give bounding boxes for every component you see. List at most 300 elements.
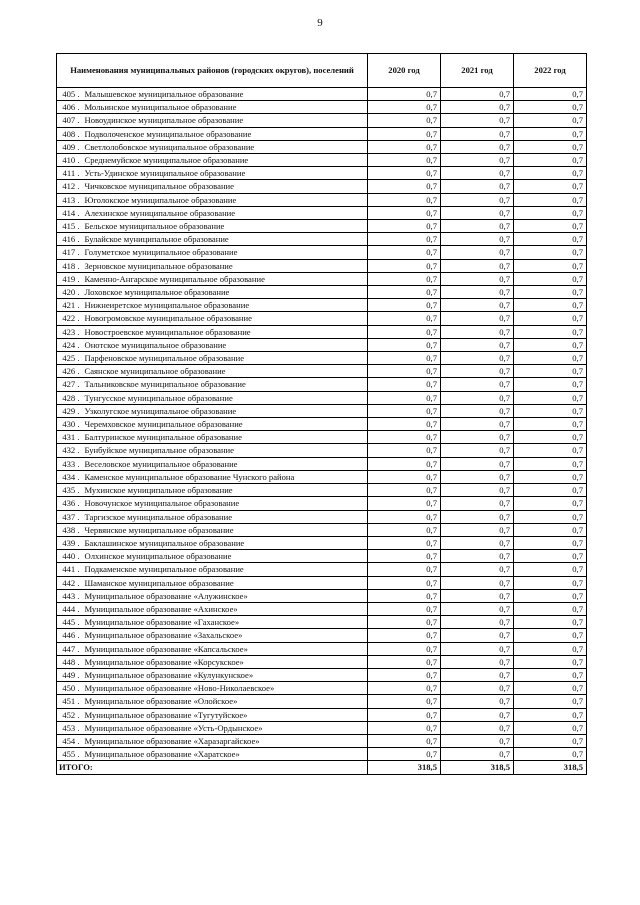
value-2021: 0,7 (441, 721, 514, 734)
table-row (57, 642, 587, 655)
value-2021: 0,7 (441, 523, 514, 536)
value-2022: 0,7 (514, 325, 587, 338)
row-name: Среднемуйское муниципальное образование (84, 154, 368, 167)
row-number: 426 . (57, 365, 84, 378)
row-name: Черемховское муниципальное образование (84, 418, 368, 431)
table-row (57, 180, 587, 193)
value-2021: 0,7 (441, 220, 514, 233)
value-2022: 0,7 (514, 404, 587, 417)
value-2022: 0,7 (514, 286, 587, 299)
value-2022: 0,7 (514, 497, 587, 510)
row-number: 434 . (57, 470, 84, 483)
row-name: Шаманское муниципальное образование (84, 576, 368, 589)
row-name: Муниципальное образование «Харазаргайское» (84, 734, 368, 747)
total-2020: 318,5 (368, 761, 441, 774)
table-row (57, 365, 587, 378)
value-2022: 0,7 (514, 642, 587, 655)
row-name: Онотское муниципальное образование (84, 338, 368, 351)
row-name: Новогромовское муниципальное образование (84, 312, 368, 325)
table-row (57, 299, 587, 312)
row-number: 408 . (57, 127, 84, 140)
value-2022: 0,7 (514, 391, 587, 404)
value-2021: 0,7 (441, 576, 514, 589)
row-number: 419 . (57, 272, 84, 285)
value-2022: 0,7 (514, 721, 587, 734)
table-row (57, 523, 587, 536)
table-row (57, 484, 587, 497)
table-row (57, 259, 587, 272)
value-2020: 0,7 (368, 338, 441, 351)
value-2020: 0,7 (368, 325, 441, 338)
value-2020: 0,7 (368, 668, 441, 681)
value-2022: 0,7 (514, 682, 587, 695)
row-number: 410 . (57, 154, 84, 167)
value-2020: 0,7 (368, 299, 441, 312)
row-name: Светлолобовское муниципальное образование (84, 140, 368, 153)
value-2020: 0,7 (368, 682, 441, 695)
value-2022: 0,7 (514, 484, 587, 497)
table-row (57, 668, 587, 681)
value-2020: 0,7 (368, 536, 441, 549)
value-2020: 0,7 (368, 457, 441, 470)
value-2020: 0,7 (368, 484, 441, 497)
value-2021: 0,7 (441, 352, 514, 365)
page-number: 9 (317, 17, 323, 29)
value-2020: 0,7 (368, 497, 441, 510)
value-2020: 0,7 (368, 272, 441, 285)
row-number: 414 . (57, 206, 84, 219)
table-row (57, 470, 587, 483)
row-number: 455 . (57, 748, 84, 761)
table-row (57, 233, 587, 246)
row-name: Бунбуйское муниципальное образование (84, 444, 368, 457)
value-2020: 0,7 (368, 523, 441, 536)
value-2021: 0,7 (441, 338, 514, 351)
row-name: Муниципальное образование «Усть-Ордынское» (84, 721, 368, 734)
row-number: 413 . (57, 193, 84, 206)
value-2021: 0,7 (441, 193, 514, 206)
table-row (57, 272, 587, 285)
table-row (57, 695, 587, 708)
value-2022: 0,7 (514, 193, 587, 206)
value-2021: 0,7 (441, 233, 514, 246)
table-header-row (57, 54, 587, 88)
value-2022: 0,7 (514, 365, 587, 378)
table-row (57, 576, 587, 589)
table-row (57, 220, 587, 233)
row-name: Булайское муниципальное образование (84, 233, 368, 246)
row-number: 436 . (57, 497, 84, 510)
row-name: Олхинское муниципальное образование (84, 550, 368, 563)
value-2022: 0,7 (514, 220, 587, 233)
value-2021: 0,7 (441, 404, 514, 417)
value-2021: 0,7 (441, 286, 514, 299)
row-name: Муниципальное образование «Тугутуйское» (84, 708, 368, 721)
value-2022: 0,7 (514, 233, 587, 246)
table-row (57, 127, 587, 140)
row-name: Узколугское муниципальное образование (84, 404, 368, 417)
row-name: Саянское муниципальное образование (84, 365, 368, 378)
value-2022: 0,7 (514, 550, 587, 563)
value-2020: 0,7 (368, 391, 441, 404)
value-2022: 0,7 (514, 668, 587, 681)
value-2021: 0,7 (441, 299, 514, 312)
row-number: 450 . (57, 682, 84, 695)
table-row (57, 734, 587, 747)
table-row (57, 114, 587, 127)
row-name: Веселовское муниципальное образование (84, 457, 368, 470)
value-2021: 0,7 (441, 444, 514, 457)
row-number: 438 . (57, 523, 84, 536)
row-number: 417 . (57, 246, 84, 259)
total-row (57, 761, 587, 774)
table-row (57, 536, 587, 549)
value-2021: 0,7 (441, 101, 514, 114)
value-2021: 0,7 (441, 431, 514, 444)
value-2022: 0,7 (514, 312, 587, 325)
allocation-table (56, 53, 587, 775)
value-2020: 0,7 (368, 246, 441, 259)
value-2022: 0,7 (514, 259, 587, 272)
value-2021: 0,7 (441, 206, 514, 219)
row-name: Муниципальное образование «Захальское» (84, 629, 368, 642)
row-number: 420 . (57, 286, 84, 299)
table-row (57, 563, 587, 576)
value-2022: 0,7 (514, 589, 587, 602)
row-number: 444 . (57, 602, 84, 615)
table-row (57, 655, 587, 668)
row-number: 405 . (57, 88, 84, 101)
row-number: 427 . (57, 378, 84, 391)
value-2020: 0,7 (368, 101, 441, 114)
row-name: Новочунское муниципальное образование (84, 497, 368, 510)
row-number: 411 . (57, 167, 84, 180)
value-2020: 0,7 (368, 550, 441, 563)
value-2020: 0,7 (368, 563, 441, 576)
table-row (57, 682, 587, 695)
value-2021: 0,7 (441, 668, 514, 681)
value-2020: 0,7 (368, 695, 441, 708)
value-2020: 0,7 (368, 431, 441, 444)
value-2020: 0,7 (368, 418, 441, 431)
value-2021: 0,7 (441, 312, 514, 325)
value-2020: 0,7 (368, 470, 441, 483)
row-number: 443 . (57, 589, 84, 602)
value-2021: 0,7 (441, 602, 514, 615)
value-2021: 0,7 (441, 629, 514, 642)
value-2022: 0,7 (514, 431, 587, 444)
value-2020: 0,7 (368, 140, 441, 153)
column-header-2021: 2021 год (441, 54, 514, 88)
table-row (57, 602, 587, 615)
table-row (57, 748, 587, 761)
total-2022: 318,5 (514, 761, 587, 774)
table-row (57, 206, 587, 219)
value-2022: 0,7 (514, 246, 587, 259)
value-2021: 0,7 (441, 325, 514, 338)
value-2021: 0,7 (441, 114, 514, 127)
value-2020: 0,7 (368, 734, 441, 747)
row-name: Тальниковское муниципальное образование (84, 378, 368, 391)
row-number: 454 . (57, 734, 84, 747)
column-header-2022: 2022 год (514, 54, 587, 88)
row-number: 451 . (57, 695, 84, 708)
value-2020: 0,7 (368, 286, 441, 299)
row-name: Алехинское муниципальное образование (84, 206, 368, 219)
table-row (57, 246, 587, 259)
row-number: 441 . (57, 563, 84, 576)
row-number: 439 . (57, 536, 84, 549)
value-2021: 0,7 (441, 272, 514, 285)
row-number: 453 . (57, 721, 84, 734)
value-2021: 0,7 (441, 167, 514, 180)
value-2022: 0,7 (514, 167, 587, 180)
table-row (57, 589, 587, 602)
value-2021: 0,7 (441, 616, 514, 629)
value-2021: 0,7 (441, 510, 514, 523)
row-number: 435 . (57, 484, 84, 497)
row-name: Каменское муниципальное образование Чунского района (84, 470, 368, 483)
value-2022: 0,7 (514, 523, 587, 536)
row-name: Малышевское муниципальное образование (84, 88, 368, 101)
row-name: Нижнеиретское муниципальное образование (84, 299, 368, 312)
value-2020: 0,7 (368, 748, 441, 761)
table-row (57, 457, 587, 470)
value-2020: 0,7 (368, 352, 441, 365)
value-2021: 0,7 (441, 642, 514, 655)
row-name: Муниципальное образование «Капсальское» (84, 642, 368, 655)
value-2020: 0,7 (368, 576, 441, 589)
value-2022: 0,7 (514, 655, 587, 668)
row-number: 416 . (57, 233, 84, 246)
table-row (57, 325, 587, 338)
value-2020: 0,7 (368, 444, 441, 457)
row-number: 442 . (57, 576, 84, 589)
value-2021: 0,7 (441, 497, 514, 510)
row-number: 431 . (57, 431, 84, 444)
value-2022: 0,7 (514, 338, 587, 351)
value-2022: 0,7 (514, 299, 587, 312)
row-number: 433 . (57, 457, 84, 470)
value-2021: 0,7 (441, 378, 514, 391)
value-2022: 0,7 (514, 180, 587, 193)
value-2020: 0,7 (368, 655, 441, 668)
table-row (57, 286, 587, 299)
table-row (57, 312, 587, 325)
row-name: Новостроевское муниципальное образование (84, 325, 368, 338)
row-name: Мольинское муниципальное образование (84, 101, 368, 114)
table-row (57, 88, 587, 101)
table-row (57, 154, 587, 167)
value-2022: 0,7 (514, 418, 587, 431)
row-name: Муниципальное образование «Алужинское» (84, 589, 368, 602)
value-2022: 0,7 (514, 748, 587, 761)
value-2022: 0,7 (514, 88, 587, 101)
value-2020: 0,7 (368, 629, 441, 642)
value-2020: 0,7 (368, 259, 441, 272)
row-name: Муниципальное образование «Ново-Николаевское» (84, 682, 368, 695)
row-name: Новоудинское муниципальное образование (84, 114, 368, 127)
table-row (57, 721, 587, 734)
value-2022: 0,7 (514, 576, 587, 589)
total-2021: 318,5 (441, 761, 514, 774)
value-2021: 0,7 (441, 550, 514, 563)
value-2022: 0,7 (514, 629, 587, 642)
value-2020: 0,7 (368, 510, 441, 523)
value-2021: 0,7 (441, 127, 514, 140)
value-2020: 0,7 (368, 167, 441, 180)
row-number: 429 . (57, 404, 84, 417)
value-2020: 0,7 (368, 114, 441, 127)
column-header-name: Наименования муниципальных районов (городских округов), поселений (57, 54, 368, 88)
value-2021: 0,7 (441, 365, 514, 378)
table-row (57, 510, 587, 523)
row-number: 424 . (57, 338, 84, 351)
value-2020: 0,7 (368, 721, 441, 734)
value-2022: 0,7 (514, 444, 587, 457)
value-2020: 0,7 (368, 404, 441, 417)
table-row (57, 378, 587, 391)
value-2022: 0,7 (514, 470, 587, 483)
table-row (57, 167, 587, 180)
row-name: Муниципальное образование «Харатское» (84, 748, 368, 761)
value-2020: 0,7 (368, 312, 441, 325)
row-name: Муниципальное образование «Гаханское» (84, 616, 368, 629)
row-number: 437 . (57, 510, 84, 523)
value-2021: 0,7 (441, 563, 514, 576)
row-number: 418 . (57, 259, 84, 272)
table-row (57, 352, 587, 365)
value-2022: 0,7 (514, 708, 587, 721)
table-row (57, 550, 587, 563)
value-2022: 0,7 (514, 272, 587, 285)
row-number: 423 . (57, 325, 84, 338)
row-name: Муниципальное образование «Ахинское» (84, 602, 368, 615)
value-2021: 0,7 (441, 589, 514, 602)
value-2020: 0,7 (368, 206, 441, 219)
row-number: 447 . (57, 642, 84, 655)
value-2020: 0,7 (368, 378, 441, 391)
value-2021: 0,7 (441, 748, 514, 761)
value-2022: 0,7 (514, 536, 587, 549)
row-name: Муниципальное образование «Корсукское» (84, 655, 368, 668)
value-2022: 0,7 (514, 616, 587, 629)
row-name: Муниципальное образование «Олойское» (84, 695, 368, 708)
value-2020: 0,7 (368, 642, 441, 655)
value-2021: 0,7 (441, 682, 514, 695)
row-name: Зерновское муниципальное образование (84, 259, 368, 272)
row-number: 449 . (57, 668, 84, 681)
row-name: Усть-Удинское муниципальное образование (84, 167, 368, 180)
row-number: 445 . (57, 616, 84, 629)
row-name: Подкаменское муниципальное образование (84, 563, 368, 576)
row-number: 446 . (57, 629, 84, 642)
value-2020: 0,7 (368, 193, 441, 206)
row-name: Бельское муниципальное образование (84, 220, 368, 233)
row-name: Баклашинское муниципальное образование (84, 536, 368, 549)
value-2020: 0,7 (368, 127, 441, 140)
row-name: Тунгусское муниципальное образование (84, 391, 368, 404)
row-name: Чичковское муниципальное образование (84, 180, 368, 193)
value-2020: 0,7 (368, 180, 441, 193)
row-number: 425 . (57, 352, 84, 365)
row-name: Подволоченское муниципальное образование (84, 127, 368, 140)
value-2021: 0,7 (441, 457, 514, 470)
table-row (57, 444, 587, 457)
value-2021: 0,7 (441, 88, 514, 101)
value-2022: 0,7 (514, 101, 587, 114)
row-name: Таргизское муниципальное образование (84, 510, 368, 523)
table-body (57, 88, 587, 761)
value-2021: 0,7 (441, 695, 514, 708)
value-2020: 0,7 (368, 88, 441, 101)
table-row (57, 338, 587, 351)
value-2021: 0,7 (441, 418, 514, 431)
row-number: 415 . (57, 220, 84, 233)
row-name: Каменно-Ангарское муниципальное образование (84, 272, 368, 285)
value-2022: 0,7 (514, 695, 587, 708)
value-2022: 0,7 (514, 602, 587, 615)
table-row (57, 140, 587, 153)
row-name: Червянское муниципальное образование (84, 523, 368, 536)
value-2021: 0,7 (441, 140, 514, 153)
row-number: 407 . (57, 114, 84, 127)
value-2021: 0,7 (441, 470, 514, 483)
value-2021: 0,7 (441, 259, 514, 272)
value-2022: 0,7 (514, 510, 587, 523)
value-2021: 0,7 (441, 246, 514, 259)
row-number: 409 . (57, 140, 84, 153)
value-2022: 0,7 (514, 457, 587, 470)
table-row (57, 418, 587, 431)
value-2021: 0,7 (441, 484, 514, 497)
value-2022: 0,7 (514, 352, 587, 365)
row-number: 422 . (57, 312, 84, 325)
row-number: 430 . (57, 418, 84, 431)
row-number: 440 . (57, 550, 84, 563)
value-2022: 0,7 (514, 563, 587, 576)
table-row (57, 708, 587, 721)
row-name: Мухинское муниципальное образование (84, 484, 368, 497)
value-2020: 0,7 (368, 589, 441, 602)
row-name: Лоховское муниципальное образование (84, 286, 368, 299)
value-2022: 0,7 (514, 206, 587, 219)
table-row (57, 431, 587, 444)
row-number: 412 . (57, 180, 84, 193)
value-2022: 0,7 (514, 734, 587, 747)
value-2020: 0,7 (368, 233, 441, 246)
value-2022: 0,7 (514, 154, 587, 167)
value-2021: 0,7 (441, 154, 514, 167)
total-label: ИТОГО: (57, 761, 368, 774)
table-row (57, 101, 587, 114)
table-row (57, 616, 587, 629)
value-2022: 0,7 (514, 378, 587, 391)
value-2022: 0,7 (514, 114, 587, 127)
value-2021: 0,7 (441, 708, 514, 721)
value-2021: 0,7 (441, 180, 514, 193)
value-2022: 0,7 (514, 140, 587, 153)
row-name: Балтуринское муниципальное образование (84, 431, 368, 444)
row-name: Юголокское муниципальное образование (84, 193, 368, 206)
value-2020: 0,7 (368, 602, 441, 615)
row-name: Голуметское муниципальное образование (84, 246, 368, 259)
row-number: 406 . (57, 101, 84, 114)
column-header-2020: 2020 год (368, 54, 441, 88)
row-number: 448 . (57, 655, 84, 668)
value-2021: 0,7 (441, 734, 514, 747)
table-row (57, 497, 587, 510)
